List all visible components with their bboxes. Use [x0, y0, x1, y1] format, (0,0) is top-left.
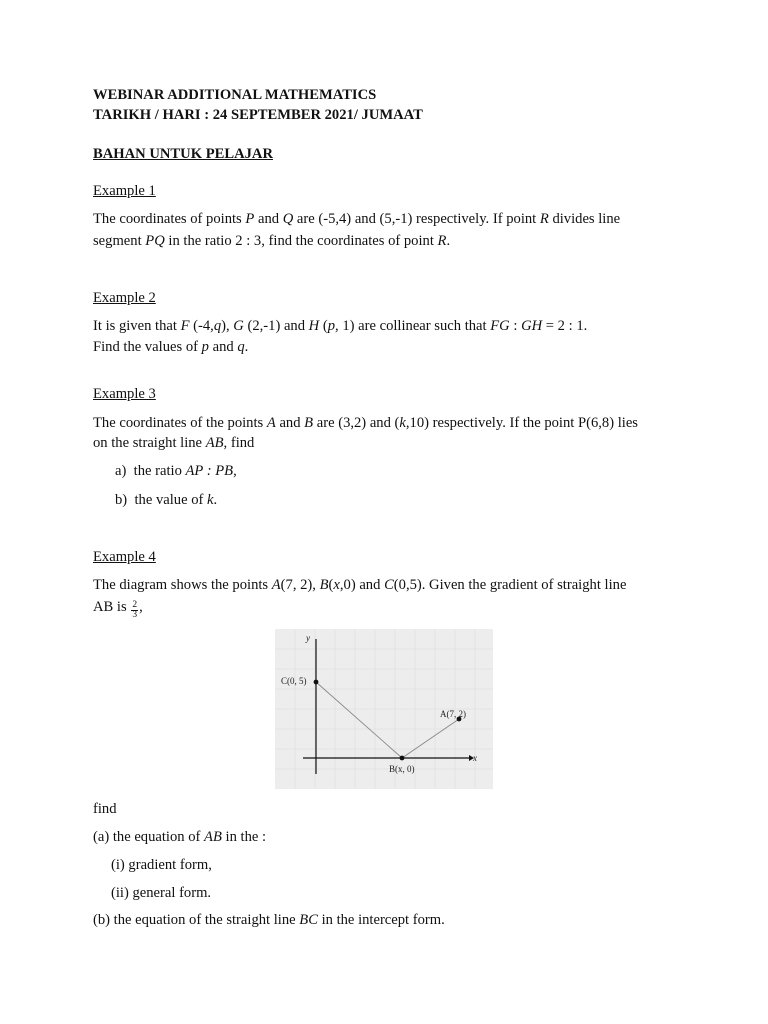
example-2-heading: Example 2 [93, 290, 156, 306]
document-title: WEBINAR ADDITIONAL MATHEMATICS [93, 87, 377, 103]
example-1-line-1: The coordinates of points P and Q are (-5,4) and (5,-1) respectively. If point R divides line [93, 211, 621, 227]
example-3-item-a: a) the ratio AP : PB, [115, 463, 237, 479]
diagram-svg [275, 629, 493, 789]
question-b: (b) the equation of the straight line BC in the intercept form. [93, 912, 445, 928]
line-CB [316, 682, 402, 758]
example-1-line-2: segment PQ in the ratio 2 : 3, find the coordinates of point R. [93, 233, 451, 249]
example-4-line-2: AB is $\frac{2}{3}$ , [93, 599, 143, 620]
section-heading: BAHAN UNTUK PELAJAR [93, 146, 273, 162]
example-3-item-b: b) the value of k. [115, 492, 218, 508]
find-label: find [93, 801, 117, 817]
point-A-label: A(7, 2) [440, 709, 466, 719]
question-a: (a) the equation of AB in the : [93, 829, 267, 845]
gradient-fraction: $\frac{2}{3}$ [132, 600, 138, 620]
y-axis-label: y [306, 633, 310, 643]
example-2-line-1: It is given that F (-4,q), G (2,-1) and H (p, 1) are collinear such that FG : GH = 2 : 1. [93, 318, 588, 334]
point-B-label: B(x, 0) [389, 764, 415, 774]
coordinate-diagram [275, 629, 493, 789]
example-4-heading: Example 4 [93, 549, 156, 565]
point-C-label: C(0, 5) [281, 676, 307, 686]
example-1-heading: Example 1 [93, 183, 156, 199]
point-C [314, 680, 319, 685]
example-2-line-2: Find the values of p and q. [93, 339, 249, 355]
question-a-ii: (ii) general form. [111, 885, 212, 901]
example-3-heading: Example 3 [93, 386, 156, 402]
x-axis-label: x [473, 753, 477, 763]
example-4-line-1: The diagram shows the points A(7, 2), B(x,0) and C(0,5). Given the gradient of straight line [93, 577, 627, 593]
example-3-line-1: The coordinates of the points A and B are (3,2) and (k,10) respectively. If the point P(6,8) lies [93, 415, 638, 431]
line-BA [402, 719, 459, 758]
point-B [400, 756, 405, 761]
question-a-i: (i) gradient form, [111, 857, 212, 873]
date-line: TARIKH / HARI : 24 SEPTEMBER 2021/ JUMAAT [93, 107, 423, 123]
example-3-line-2: on the straight line AB, find [93, 435, 255, 451]
